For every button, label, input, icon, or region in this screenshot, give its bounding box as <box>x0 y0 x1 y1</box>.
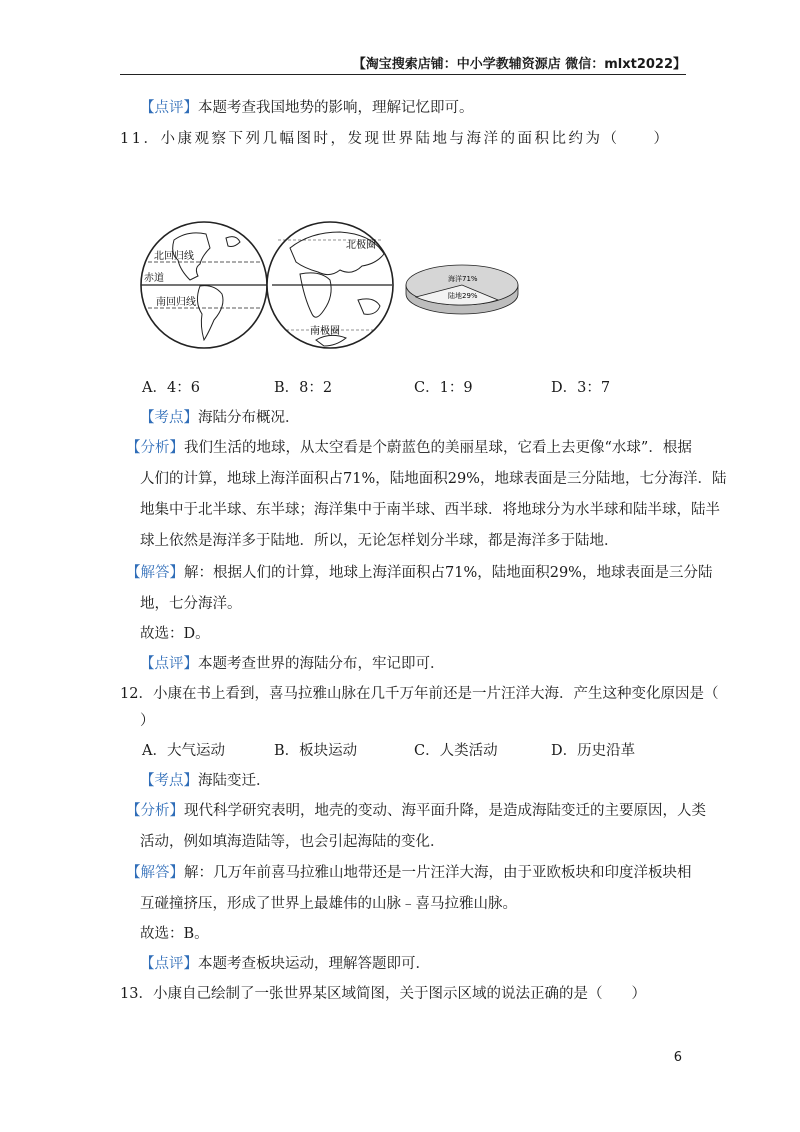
jieda-text: 解：根据人们的计算，地球上海洋面积占71%，陆地面积29%，地球表面是三分陆 <box>184 565 713 581</box>
q11-option-c: C．1：9 <box>414 380 473 396</box>
pie-label-ocean: 海洋71% <box>448 275 478 283</box>
q11-option-a: A．4：6 <box>142 380 200 396</box>
kaodian-text: 海陆分布概况． <box>198 410 300 426</box>
q12-option-b: B．板块运动 <box>274 743 358 759</box>
western-hemisphere <box>141 222 267 348</box>
q11-answer: 故选：D。 <box>140 626 210 642</box>
q12-option-a: A．大气运动 <box>142 743 225 759</box>
eastern-hemisphere <box>267 222 393 348</box>
dianping-tag: 【点评】 <box>140 956 198 972</box>
kaodian-tag: 【考点】 <box>140 773 198 789</box>
q12-stem: 12．小康在书上看到，喜马拉雅山脉在几千万年前还是一片汪洋大海．产生这种变化原因是（ <box>120 686 719 702</box>
fenxi-text: 现代科学研究表明，地壳的变动、海平面升降，是造成海陆变迁的主要原因，人类 <box>184 803 706 819</box>
q12-jieda-2: 互碰撞挤压，形成了世界上最雄伟的山脉﹣喜马拉雅山脉。 <box>140 896 517 912</box>
q12-fenxi-2: 活动，例如填海造陆等，也会引起海陆的变化． <box>140 834 445 850</box>
q12-option-c: C．人类活动 <box>414 743 498 759</box>
q10-dianping <box>140 98 474 118</box>
fenxi-text: 我们生活的地球，从太空看是个蔚蓝色的美丽星球，它看上去更像“水球”．根据 <box>184 440 692 456</box>
q11-jieda-1 <box>126 563 712 583</box>
q11-fenxi-2: 人们的计算，地球上海洋面积占71%，陆地面积29%，地球表面是三分陆地，七分海洋．陆 <box>140 471 727 487</box>
pie-label-land: 陆地29% <box>448 292 478 300</box>
q11-fenxi-1 <box>126 438 692 458</box>
q12-kaodian <box>140 771 271 791</box>
jieda-text: 解：几万年前喜马拉雅山地带还是一片汪洋大海，由于亚欧板块和印度洋板块相 <box>184 865 692 881</box>
dianping-tag: 【点评】 <box>140 100 198 116</box>
q11-figure <box>140 218 520 357</box>
fenxi-tag: 【分析】 <box>126 440 184 456</box>
label-south-tropic: 南回归线 <box>156 297 196 308</box>
q11-fenxi-3: 地集中于北半球、东半球；海洋集中于南半球、西半球．将地球分为水半球和陆半球，陆半 <box>140 502 720 518</box>
kaodian-text: 海陆变迁． <box>198 773 271 789</box>
world-map-figure <box>140 218 520 353</box>
page-number: 6 <box>673 1050 682 1065</box>
q11-option-d: D．3：7 <box>551 380 611 396</box>
dianping-tag: 【点评】 <box>140 656 198 672</box>
q11-stem: 11．小康观察下列几幅图时，发现世界陆地与海洋的面积比约为（ ） <box>120 131 671 147</box>
sea-land-pie <box>406 265 518 314</box>
q12-jieda-1 <box>126 863 692 883</box>
q11-jieda-2: 地，七分海洋。 <box>140 596 242 612</box>
q13-stem: 13．小康自己绘制了一张世界某区域简图，关于图示区域的说法正确的是（ ） <box>120 986 646 1002</box>
q12-answer: 故选：B。 <box>140 926 209 942</box>
q12-option-d: D．历史沿革 <box>551 743 636 759</box>
q11-dianping <box>140 654 445 674</box>
dianping-text: 本题考查板块运动，理解答题即可． <box>198 956 430 972</box>
dianping-text: 本题考查我国地势的影响，理解记忆即可。 <box>198 100 474 116</box>
label-antarctic: 南极圈 <box>310 326 340 337</box>
fenxi-tag: 【分析】 <box>126 803 184 819</box>
q12-dianping <box>140 954 430 974</box>
jieda-tag: 【解答】 <box>126 565 184 581</box>
label-arctic: 北极圈 <box>346 240 376 251</box>
q12-stem-cont: ） <box>140 713 155 729</box>
dianping-text: 本题考查世界的海陆分布，牢记即可． <box>198 656 445 672</box>
header-rule <box>120 74 686 75</box>
jieda-tag: 【解答】 <box>126 865 184 881</box>
q11-kaodian <box>140 408 300 428</box>
label-north-tropic: 北回归线 <box>154 251 194 262</box>
q12-fenxi-1 <box>126 801 706 821</box>
q11-fenxi-4: 球上依然是海洋多于陆地．所以，无论怎样划分半球，都是海洋多于陆地． <box>140 533 619 549</box>
q11-option-b: B．8：2 <box>274 380 333 396</box>
label-equator: 赤道 <box>144 273 164 284</box>
page-header: 【淘宝搜索店铺：中小学教辅资源店 微信：mlxt2022】 <box>352 57 686 72</box>
kaodian-tag: 【考点】 <box>140 410 198 426</box>
